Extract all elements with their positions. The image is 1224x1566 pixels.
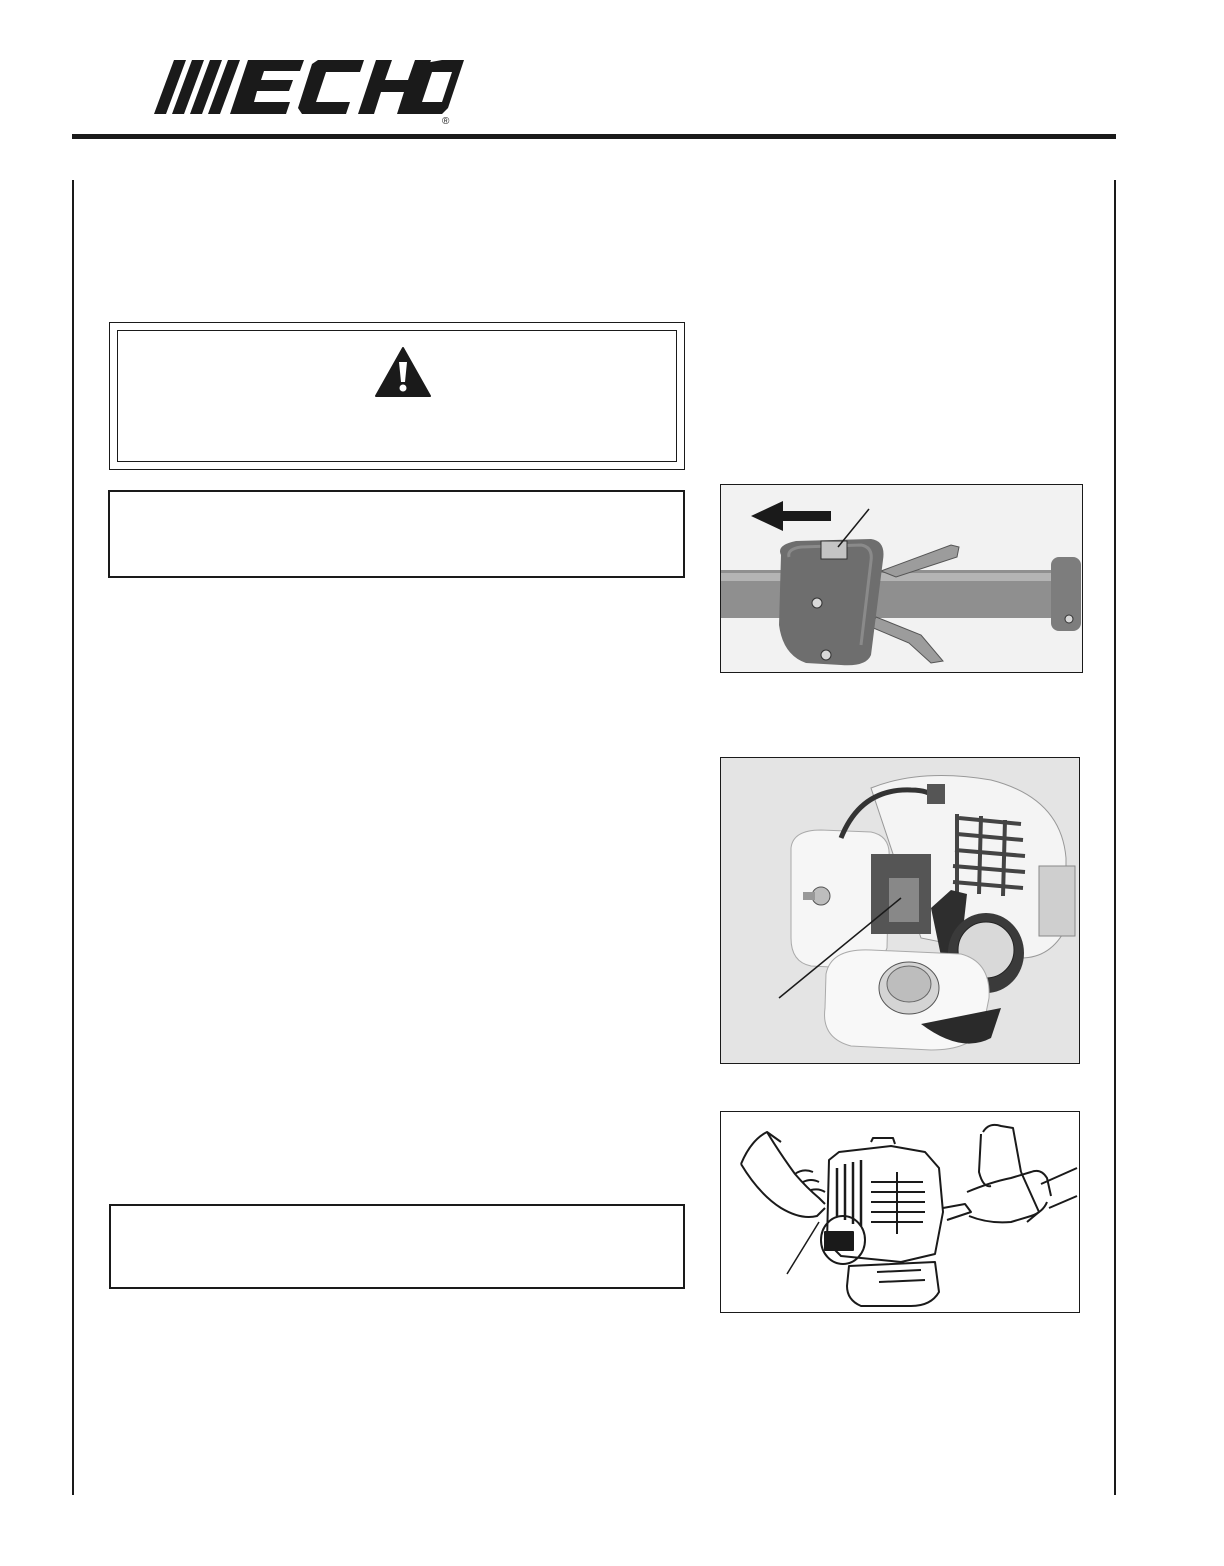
note-box xyxy=(109,1204,685,1289)
header-divider xyxy=(72,134,1116,139)
starting-illustration-figure xyxy=(720,1111,1080,1313)
registered-mark: ® xyxy=(442,116,450,126)
warning-triangle-icon xyxy=(374,346,432,398)
note-box xyxy=(108,490,685,578)
right-column-rule xyxy=(1114,180,1116,1495)
echo-logo xyxy=(152,56,464,126)
left-column-rule xyxy=(72,180,74,1495)
engine-figure xyxy=(720,757,1080,1064)
arrow-left-icon xyxy=(751,501,831,531)
throttle-handle-figure xyxy=(720,484,1083,673)
